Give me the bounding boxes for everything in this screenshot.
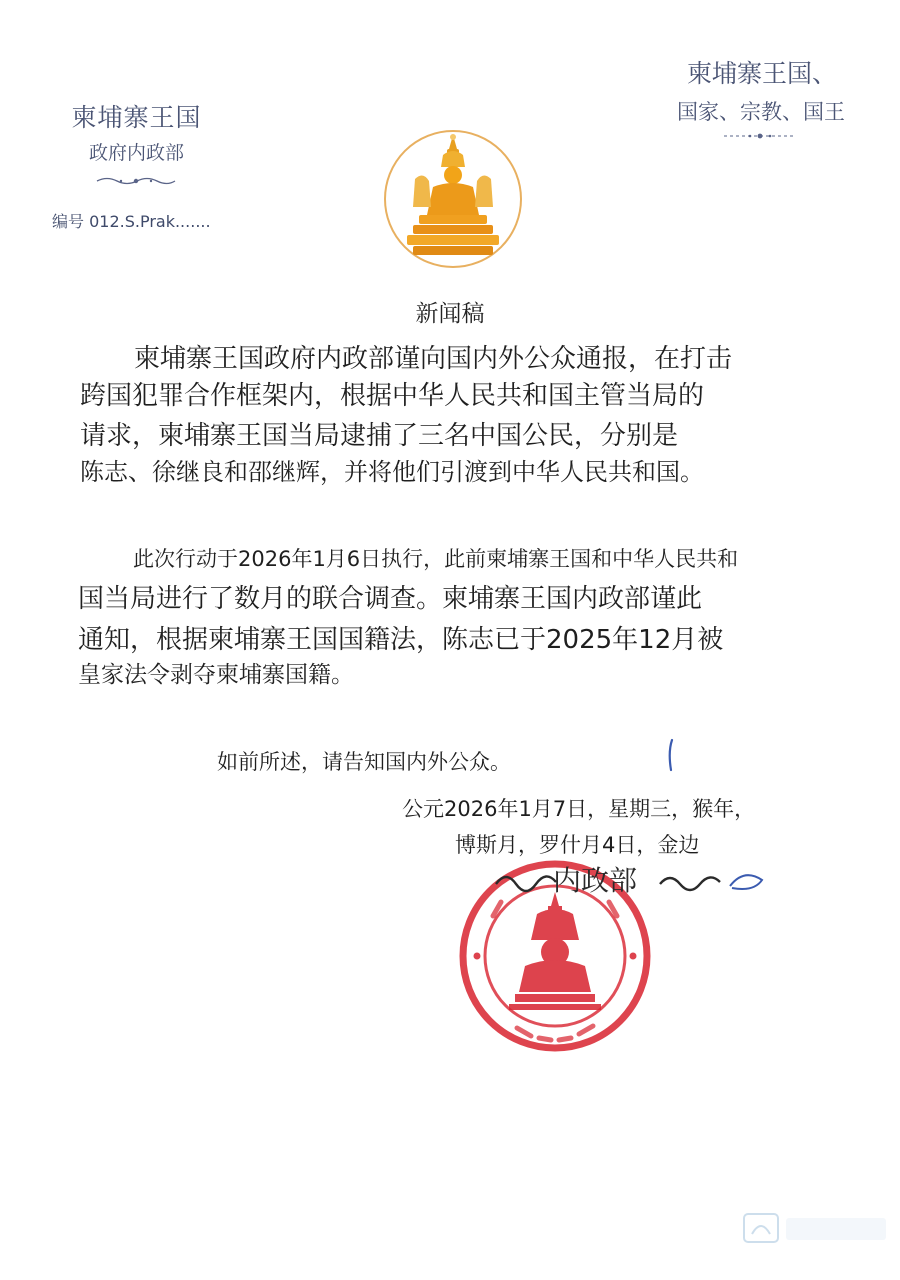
reference-number: 编号 012.S.Prak....... (52, 212, 211, 231)
kingdom-motto: 国家、宗教、国王 (677, 100, 845, 124)
date-line: 博斯月，罗什月4日，金边 (455, 833, 700, 857)
pen-stroke-icon (664, 738, 676, 772)
paragraph1-line: 柬埔寨王国政府内政部谨向国内外公众通报，在打击 (134, 344, 733, 374)
paragraph2-line: 通知，根据柬埔寨王国国籍法，陈志已于2025年12月被 (78, 625, 724, 655)
ministry-name: 政府内政部 (88, 142, 184, 164)
watermark-logo-icon (742, 1210, 892, 1246)
signing-authority: 内政部 (553, 864, 638, 897)
ornament-divider-left-icon (95, 175, 177, 187)
kingdom-motto-title: 柬埔寨王国、 (686, 59, 837, 88)
closing-line: 如前所述，请告知国内外公众。 (217, 750, 511, 774)
paragraph1-line: 请求，柬埔寨王国当局逮捕了三名中国公民，分别是 (80, 421, 679, 451)
ministry-emblem-icon (383, 127, 523, 277)
paragraph2-line: 国当局进行了数月的联合调查。柬埔寨王国内政部谨此 (78, 584, 703, 614)
paragraph2-line: 皇家法令剥夺柬埔寨国籍。 (78, 662, 354, 688)
ornament-divider-right-icon (722, 130, 798, 142)
paragraph1-line: 跨国犯罪合作框架内，根据中华人民共和国主管当局的 (80, 381, 705, 411)
paragraph1-line: 陈志、徐继良和邵继辉，并将他们引渡到中华人民共和国。 (80, 458, 704, 486)
ministry-country-name: 柬埔寨王国 (71, 103, 202, 132)
paragraph2-line: 此次行动于2026年1月6日执行，此前柬埔寨王国和中华人民共和 (133, 547, 739, 571)
date-line: 公元2026年1月7日，星期三，猴年， (402, 797, 756, 821)
document-heading: 新闻稿 (415, 301, 485, 327)
